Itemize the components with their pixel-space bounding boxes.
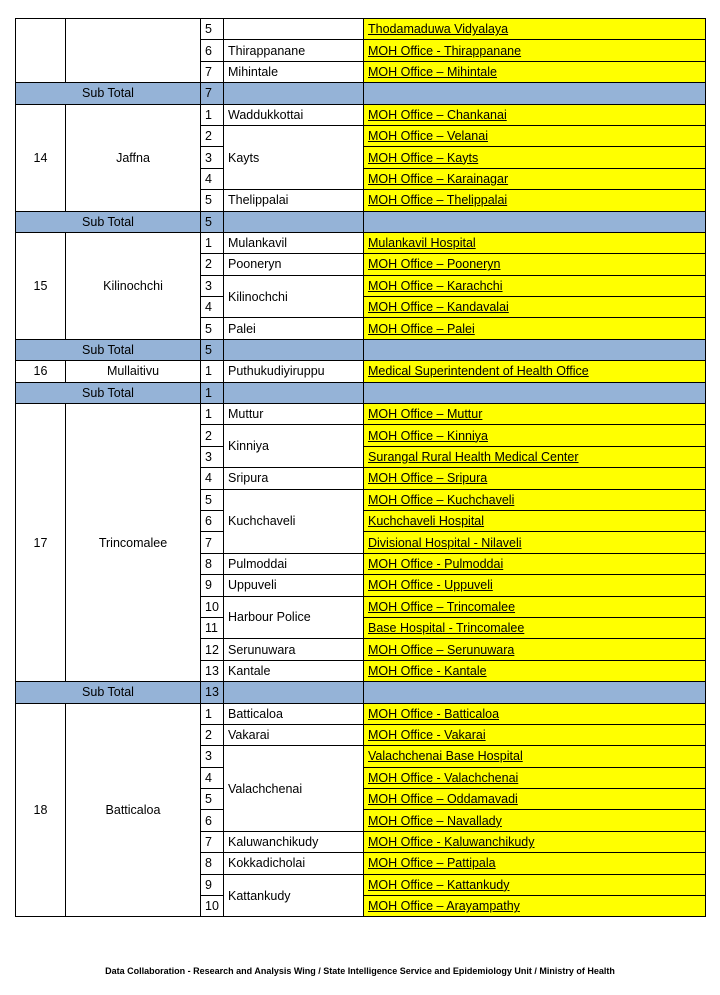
subtotal-row: [16, 211, 706, 232]
row-number: 10: [201, 896, 224, 917]
district-name: [66, 19, 201, 83]
location: Puthukudiyiruppu: [224, 361, 364, 382]
row-number: 7: [201, 532, 224, 553]
row-number: 4: [201, 168, 224, 189]
unit: MOH Office – Karachchi: [364, 275, 706, 296]
unit: MOH Office – Muttur: [364, 404, 706, 425]
table-row: [16, 404, 706, 425]
row-number: 4: [201, 767, 224, 788]
row-number: 1: [201, 404, 224, 425]
unit: MOH Office - Uppuveli: [364, 575, 706, 596]
location: Kaluwanchikudy: [224, 831, 364, 852]
location: [224, 19, 364, 40]
table-row: [16, 104, 706, 125]
unit: MOH Office – Arayampathy: [364, 896, 706, 917]
row-number: 1: [201, 703, 224, 724]
row-number: 9: [201, 874, 224, 895]
location: Muttur: [224, 404, 364, 425]
page-footer: Data Collaboration - Research and Analysis Wing / State Intelligence Service and Epidemiology Unit / Ministry of Health: [105, 966, 615, 976]
location: Mihintale: [224, 61, 364, 82]
unit: MOH Office – Velanai: [364, 125, 706, 146]
location: Pooneryn: [224, 254, 364, 275]
row-number: 4: [201, 297, 224, 318]
row-number: 5: [201, 489, 224, 510]
location: Uppuveli: [224, 575, 364, 596]
subtotal-value: 5: [201, 211, 224, 232]
unit: MOH Office – Kattankudy: [364, 874, 706, 895]
row-number: 3: [201, 446, 224, 467]
row-number: 1: [201, 232, 224, 253]
location: Sripura: [224, 468, 364, 489]
row-number: 11: [201, 617, 224, 638]
row-number: 2: [201, 125, 224, 146]
unit: Divisional Hospital - Nilaveli: [364, 532, 706, 553]
unit: MOH Office – Kinniya: [364, 425, 706, 446]
unit: Base Hospital - Trincomalee: [364, 617, 706, 638]
table-row: [16, 19, 706, 40]
location: Kokkadicholai: [224, 853, 364, 874]
location: Kuchchaveli: [224, 489, 364, 553]
row-number: 5: [201, 190, 224, 211]
unit: MOH Office – Chankanai: [364, 104, 706, 125]
location: Kinniya: [224, 425, 364, 468]
location: Kantale: [224, 660, 364, 681]
location: Kilinochchi: [224, 275, 364, 318]
row-number: 7: [201, 831, 224, 852]
location: Harbour Police: [224, 596, 364, 639]
row-number: 6: [201, 510, 224, 531]
subtotal-label: Sub Total: [16, 682, 201, 703]
row-number: 8: [201, 553, 224, 574]
row-number: 7: [201, 61, 224, 82]
district-name: Kilinochchi: [66, 232, 201, 339]
unit: MOH Office – Palei: [364, 318, 706, 339]
table-row: [16, 361, 706, 382]
unit: MOH Office – Mihintale: [364, 61, 706, 82]
district-number: 14: [16, 104, 66, 211]
row-number: 1: [201, 361, 224, 382]
row-number: 10: [201, 596, 224, 617]
location: Palei: [224, 318, 364, 339]
unit: Mulankavil Hospital: [364, 232, 706, 253]
unit: MOH Office – Karainagar: [364, 168, 706, 189]
row-number: 4: [201, 468, 224, 489]
row-number: 13: [201, 660, 224, 681]
unit: Thodamaduwa Vidyalaya: [364, 19, 706, 40]
unit: MOH Office – Kandavalai: [364, 297, 706, 318]
location: Valachchenai: [224, 746, 364, 832]
unit: MOH Office - Pulmoddai: [364, 553, 706, 574]
unit: MOH Office – Serunuwara: [364, 639, 706, 660]
unit: MOH Office – Navallady: [364, 810, 706, 831]
subtotal-label: Sub Total: [16, 83, 201, 104]
subtotal-row: [16, 83, 706, 104]
location: Batticaloa: [224, 703, 364, 724]
district-number: 15: [16, 232, 66, 339]
location: Thelippalai: [224, 190, 364, 211]
row-number: 6: [201, 40, 224, 61]
row-number: 8: [201, 853, 224, 874]
subtotal-value: 13: [201, 682, 224, 703]
facility-table: [15, 18, 706, 917]
district-name: Batticaloa: [66, 703, 201, 917]
subtotal-row: [16, 339, 706, 360]
unit: MOH Office – Pooneryn: [364, 254, 706, 275]
district-number: 16: [16, 361, 66, 382]
location: Vakarai: [224, 724, 364, 745]
row-number: 3: [201, 275, 224, 296]
unit: MOH Office - Vakarai: [364, 724, 706, 745]
district-number: [16, 19, 66, 83]
subtotal-value: 7: [201, 83, 224, 104]
subtotal-value: 5: [201, 339, 224, 360]
unit: Valachchenai Base Hospital: [364, 746, 706, 767]
unit: MOH Office - Kantale: [364, 660, 706, 681]
row-number: 5: [201, 789, 224, 810]
row-number: 2: [201, 425, 224, 446]
row-number: 12: [201, 639, 224, 660]
location: Kattankudy: [224, 874, 364, 917]
unit: MOH Office – Thelippalai: [364, 190, 706, 211]
subtotal-label: Sub Total: [16, 339, 201, 360]
table-row: [16, 703, 706, 724]
district-number: 17: [16, 404, 66, 682]
unit: MOH Office – Pattipala: [364, 853, 706, 874]
subtotal-value: 1: [201, 382, 224, 403]
location: Mulankavil: [224, 232, 364, 253]
subtotal-label: Sub Total: [16, 211, 201, 232]
district-name: Trincomalee: [66, 404, 201, 682]
table-row: [16, 232, 706, 253]
unit: MOH Office – Oddamavadi: [364, 789, 706, 810]
subtotal-label: Sub Total: [16, 382, 201, 403]
row-number: 2: [201, 724, 224, 745]
unit: MOH Office – Trincomalee: [364, 596, 706, 617]
subtotal-row: [16, 382, 706, 403]
row-number: 5: [201, 19, 224, 40]
location: Pulmoddai: [224, 553, 364, 574]
row-number: 1: [201, 104, 224, 125]
unit: MOH Office - Valachchenai: [364, 767, 706, 788]
row-number: 3: [201, 147, 224, 168]
row-number: 6: [201, 810, 224, 831]
subtotal-row: [16, 682, 706, 703]
unit: Kuchchaveli Hospital: [364, 510, 706, 531]
row-number: 3: [201, 746, 224, 767]
district-name: Mullaitivu: [66, 361, 201, 382]
row-number: 5: [201, 318, 224, 339]
unit: Surangal Rural Health Medical Center: [364, 446, 706, 467]
location: Waddukkottai: [224, 104, 364, 125]
unit: MOH Office - Batticaloa: [364, 703, 706, 724]
row-number: 9: [201, 575, 224, 596]
unit: MOH Office – Sripura: [364, 468, 706, 489]
location: Kayts: [224, 125, 364, 189]
unit: MOH Office – Kayts: [364, 147, 706, 168]
location: Thirappanane: [224, 40, 364, 61]
unit: MOH Office - Kaluwanchikudy: [364, 831, 706, 852]
unit: MOH Office – Kuchchaveli: [364, 489, 706, 510]
location: Serunuwara: [224, 639, 364, 660]
district-number: 18: [16, 703, 66, 917]
row-number: 2: [201, 254, 224, 275]
unit: Medical Superintendent of Health Office: [364, 361, 706, 382]
district-name: Jaffna: [66, 104, 201, 211]
unit: MOH Office - Thirappanane: [364, 40, 706, 61]
